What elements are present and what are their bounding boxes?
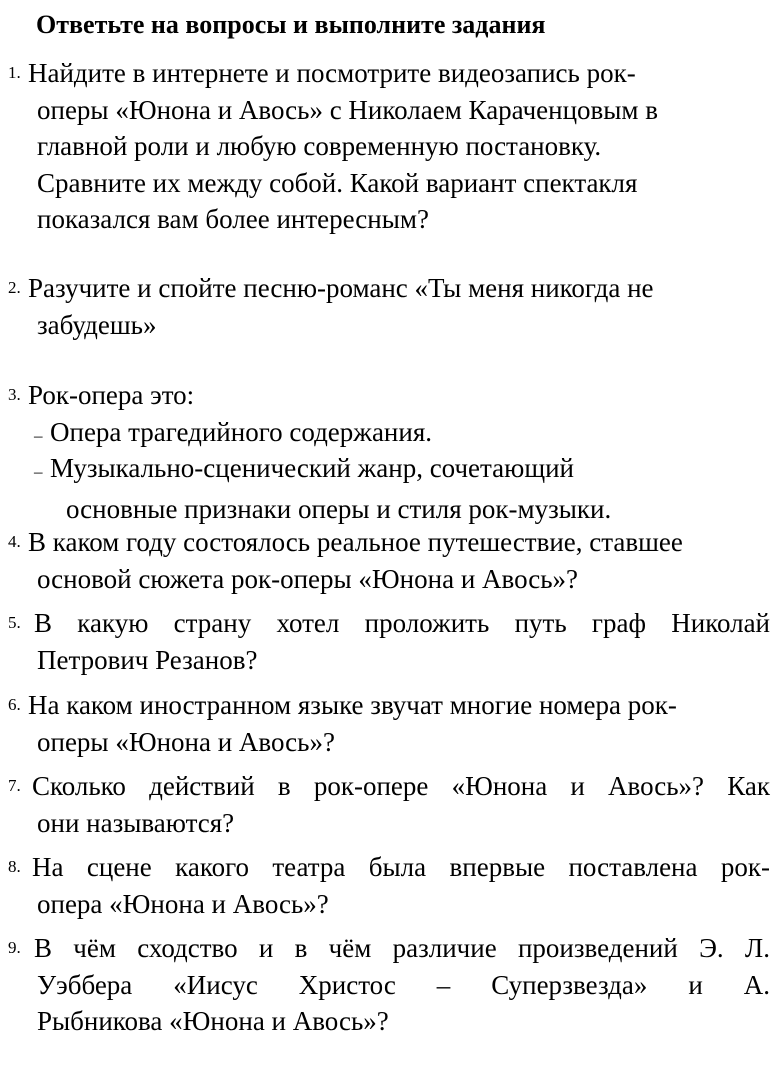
option-text: Опера трагедийного содержания. bbox=[50, 417, 432, 447]
question-number: 1. bbox=[8, 63, 21, 82]
question-text-line: Рок-опера это: bbox=[28, 380, 195, 410]
question-text-line: Уэббера «Иисус Христос – Суперзвезда» и А. bbox=[37, 969, 770, 1000]
question-number: 9. bbox=[8, 938, 21, 957]
question-text-line: В чём сходство и в чём различие произведений Э. Л. bbox=[34, 933, 770, 963]
question-4 bbox=[8, 524, 770, 597]
question-text-line: опера «Юнона и Авось»? bbox=[37, 888, 329, 919]
question-text-line: Сколько действий в рок-опере «Юнона и Авось»? Как bbox=[32, 771, 770, 801]
question-1 bbox=[8, 55, 770, 238]
option-text: основные признаки оперы и стиля рок-музыки. bbox=[66, 493, 612, 524]
question-7 bbox=[8, 768, 770, 841]
question-text-line: оперы «Юнона и Авось»? bbox=[37, 726, 335, 757]
option-text: Музыкально-сценический жанр, сочетающий bbox=[50, 453, 575, 483]
question-number: 3. bbox=[8, 385, 21, 404]
question-number: 8. bbox=[8, 857, 21, 876]
option-dash: – bbox=[34, 462, 43, 481]
question-number: 2. bbox=[8, 278, 21, 297]
answer-option-1 bbox=[34, 414, 432, 455]
question-text-line: Найдите в интернете и посмотрите видеозапись рок- bbox=[28, 58, 636, 88]
question-3 bbox=[8, 377, 770, 414]
question-number: 6. bbox=[8, 695, 21, 714]
question-text-line: Сравните их между собой. Какой вариант спектакля bbox=[37, 167, 638, 198]
question-text-line: показался вам более интересным? bbox=[37, 204, 429, 234]
question-text-line: они называются? bbox=[37, 807, 235, 838]
question-number: 5. bbox=[8, 613, 21, 632]
question-text-line: В какую страну хотел проложить путь граф Николай bbox=[34, 608, 770, 638]
question-text-line: забудешь» bbox=[37, 309, 157, 340]
question-8 bbox=[8, 849, 770, 922]
question-text-line: В каком году состоялось реальное путешествие, ставшее bbox=[28, 527, 683, 557]
answer-option-2 bbox=[34, 450, 611, 527]
question-text-line: Рыбникова «Юнона и Авось»? bbox=[37, 1006, 389, 1036]
question-number: 7. bbox=[8, 776, 21, 795]
question-text-line: На сцене какого театра была впервые поставлена рок- bbox=[32, 852, 770, 882]
question-text-line: На каком иностранном языке звучат многие номера рок- bbox=[28, 690, 677, 720]
question-text-line: Разучите и спойте песню-романс «Ты меня никогда не bbox=[28, 273, 654, 303]
question-text-line: главной роли и любую современную постановку. bbox=[37, 131, 602, 161]
question-9 bbox=[8, 930, 770, 1040]
page-title: Ответьте на вопросы и выполните задания bbox=[36, 10, 546, 39]
question-number: 4. bbox=[8, 532, 21, 551]
question-text-line: Петрович Резанов? bbox=[37, 644, 258, 675]
option-dash: – bbox=[34, 426, 43, 445]
question-2 bbox=[8, 270, 770, 343]
question-6 bbox=[8, 687, 770, 760]
question-text-line: основой сюжета рок-оперы «Юнона и Авось»? bbox=[37, 563, 579, 594]
question-5 bbox=[8, 605, 770, 678]
question-text-line: оперы «Юнона и Авось» с Николаем Караченцовым в bbox=[37, 94, 659, 125]
